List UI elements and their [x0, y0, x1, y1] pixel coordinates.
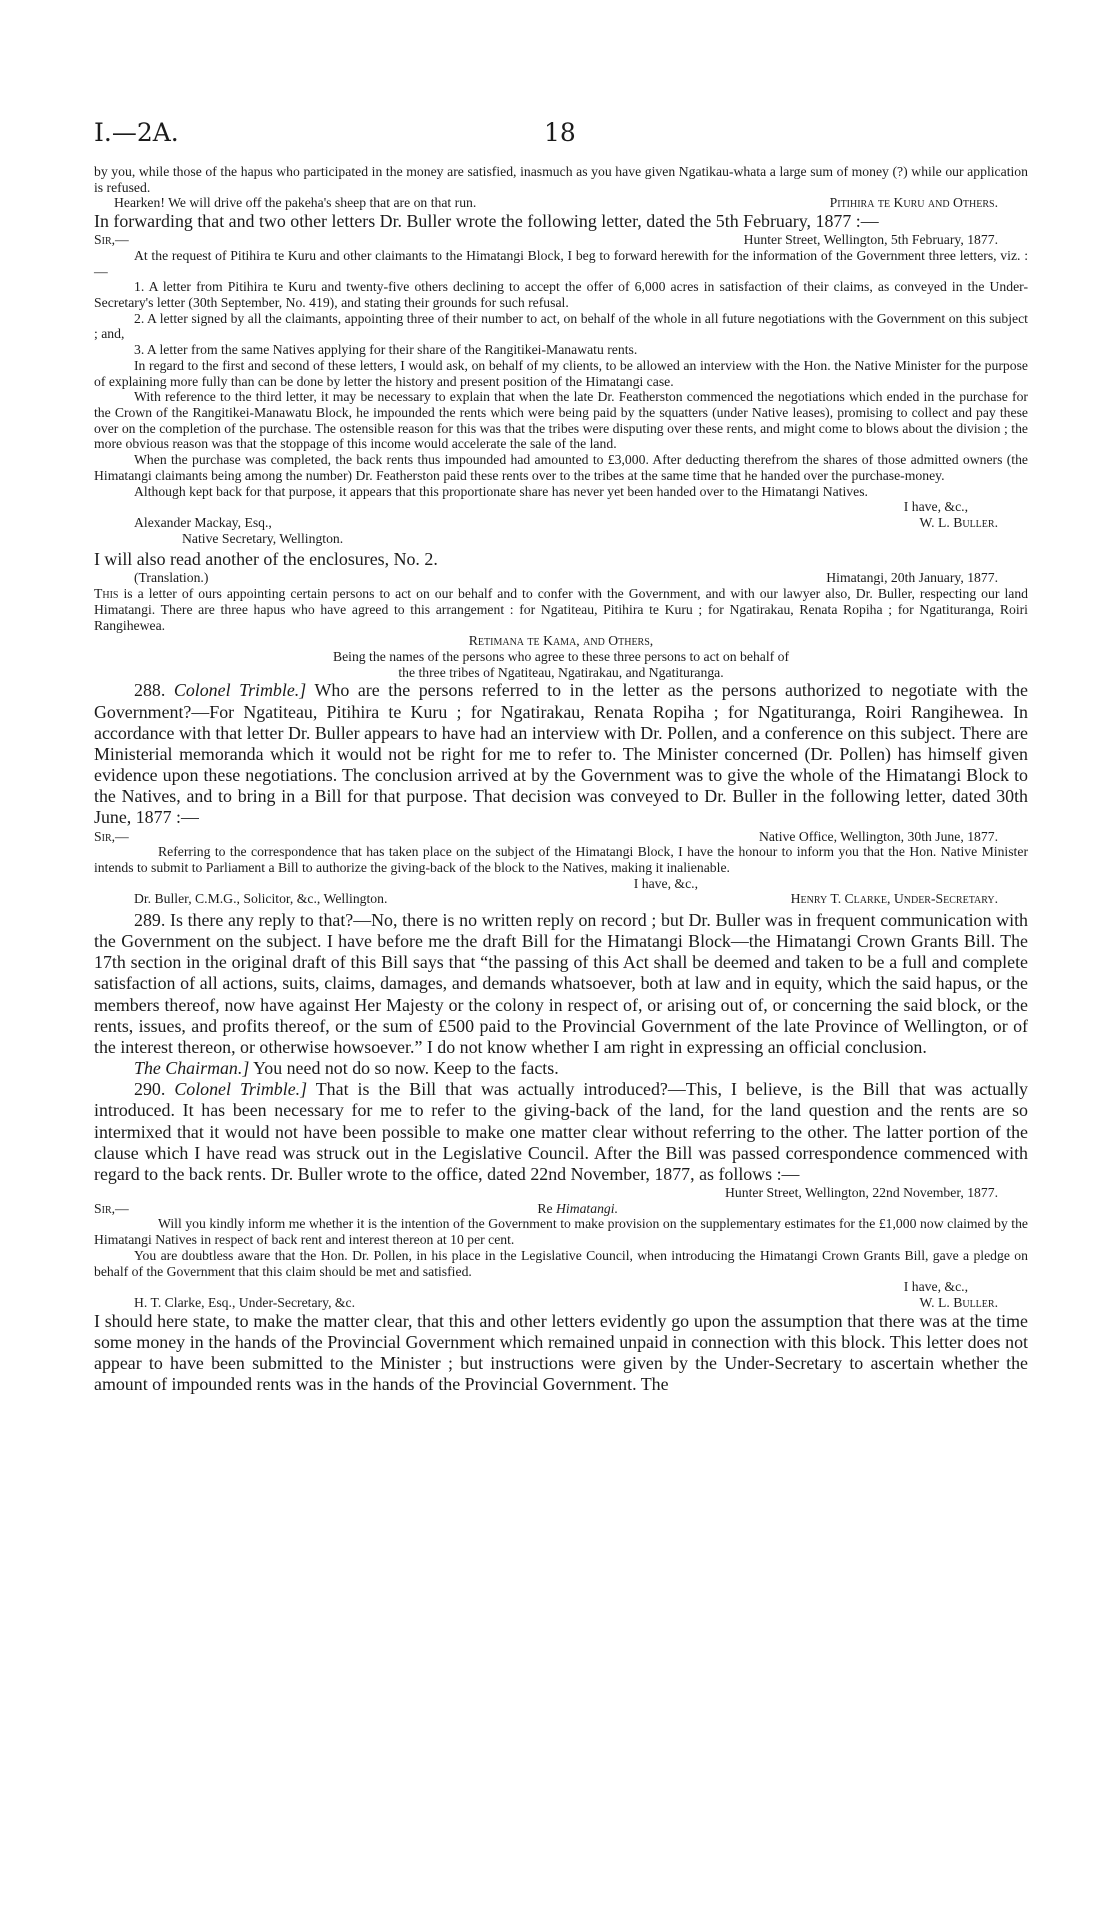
paragraph-read-another: I will also read another of the enclosures, No. 2.	[94, 549, 438, 570]
letter1-paragraph: With reference to the third letter, it may be necessary to explain that when the late Dr. Featherston commenced the negotiations which ended in the purchase for the Crown of the Rangitikei-Manawatu Block, he impounded the rents which were being paid by the squatters (under Native leases), promising to collect and pay these over on the completion of the purchase. The ostensible reason for this was that the tribes were disputing over these rents, and might come to blows about the division ; the more obvious reason was that the stoppage of this income would accelerate the sale of the land.	[94, 389, 1028, 452]
letter2-names-note: the three tribes of Ngatiteau, Ngatirakau, and Ngatituranga.	[398, 664, 724, 680]
page-number: 18	[544, 118, 576, 147]
letter4-closing-row	[94, 1279, 1028, 1295]
letter4-re: Re	[537, 1200, 553, 1216]
chairman-remark	[94, 1058, 1028, 1079]
chairman-text: You need not do so now. Keep to the facts.	[253, 1058, 559, 1079]
letter3-recipient: Dr. Buller, C.M.G., Solicitor, &c., Wellington.	[134, 891, 388, 907]
letter1-signature: W. L. Buller.	[919, 514, 998, 530]
letter2-translation-note: (Translation.)	[134, 570, 209, 586]
letter1-salutation: Sir,—	[94, 232, 129, 248]
letter1-paragraph: In regard to the first and second of these letters, I would ask, on behalf of my clients, to be allowed an interview with the Hon. the Native Minister for the purpose of explaining more fully than can be done by letter the history and present position of the Himatangi case.	[94, 357, 1028, 389]
letter3-heading	[94, 829, 1028, 845]
letter1-paragraph: Although kept back for that purpose, it appears that this proportionate share has never yet been handed over to the Himatangi Natives.	[134, 483, 868, 499]
letter2-heading	[94, 570, 1028, 586]
letter3-closing-row	[94, 876, 1028, 892]
letter4-salutation: Sir,—	[94, 1200, 129, 1216]
letter1-item: 3. A letter from the same Natives applying for their share of the Rangitikei-Manawatu rents.	[134, 342, 638, 358]
letter-closing-line	[94, 195, 1028, 211]
letter3-signature-row	[94, 891, 1028, 907]
question-290	[94, 1079, 1028, 1185]
letter4-paragraph: You are doubtless aware that the Hon. Dr. Pollen, in his place in the Legislative Council, when introducing the Himatangi Crown Grants Bill, gave a pledge on behalf of the Government that this claim should be met and satisfied.	[94, 1247, 1028, 1279]
question-number: 288.	[134, 680, 166, 701]
paragraph-final: I should here state, to make the matter clear, that this and other letters evidently go upon the assumption that there was at the time some money in the hands of the Provincial Government which remained unpaid in connection with this block. This letter does not appear to have been submitted to the Minister ; but instructions were given by the Under-Secretary to ascertain whether the amount of impounded rents was in the hands of the Provincial Government. The	[94, 1310, 1028, 1395]
letter2-lead-word: This	[94, 586, 119, 602]
letter2-signature: Retimana te Kama, and Others,	[468, 633, 654, 649]
letter1-heading	[94, 232, 1028, 248]
letter4-subject	[537, 1201, 1028, 1217]
letter1-recipient: Alexander Mackay, Esq.,	[134, 514, 272, 530]
letter2-body-text: is a letter of ours appointing certain persons to act on our behalf and to confer with the Government, and with our lawyer also, Dr. Buller, respecting our land Himatangi. There are three hapus who have agreed to this arrangement : for Ngatiteau, Pitihira te Kuru ; for Ngatirakau, Renata Ropiha ; for Ngatituranga, Roiri Rangihewea.	[94, 586, 1029, 633]
letter4-signature-row	[94, 1295, 1028, 1311]
letter1-paragraph: At the request of Pitihira te Kuru and other claimants to the Himatangi Block, I beg to forward herewith for the information of the Government three letters, viz. :—	[94, 247, 1028, 279]
letter4-signature: W. L. Buller.	[919, 1294, 998, 1310]
question-number: 290.	[134, 1079, 166, 1100]
question-289	[94, 910, 1028, 1058]
letter1-closing-row	[94, 499, 1028, 515]
paragraph-forwarding: In forwarding that and two other letters Dr. Buller wrote the following letter, dated the 5th February, 1877 :—	[94, 211, 879, 232]
letter4-re-subject: Himatangi.	[556, 1200, 618, 1216]
page-header	[94, 118, 1028, 152]
letter1-item: 1. A letter from Pitihira te Kuru and twenty-five others declining to accept the offer of 6,000 acres in satisfaction of their claims, as conveyed in the Under-Secretary's letter (30th September, No. 419), and stating their grounds for such refusal.	[94, 279, 1028, 311]
letter1-signature-row	[94, 515, 1028, 531]
letter3-salutation: Sir,—	[94, 828, 129, 844]
question-text: Who are the persons referred to in the letter as the persons authorized to negotiate with the Government?—For Ngatiteau, Pitihira te Kuru ; for Ngatirakau, Renata Ropiha ; for Ngatituranga, Roiri Rangihewea. In accordance with that letter Dr. Buller appears to have had an interview with Dr. Pollen, and a conference on this subject. There are Ministerial memoranda which it would not be right for me to refer to. The Minister concerned (Dr. Pollen) has himself given evidence upon these negotiations. The conclusion arrived at by the Government was to give the whole of the Himatangi Block to the Natives, and to bring in a Bill for that purpose. That decision was conveyed to Dr. Buller in the following letter, dated 30th June, 1877 :—	[94, 680, 1028, 828]
question-speaker: Colonel Trimble.]	[174, 1079, 308, 1100]
letter1-paragraph: When the purchase was completed, the back rents thus impounded had amounted to £3,000. After deducting therefrom the shares of those admitted owners (the Himatangi claimants being among the number) Dr. Featherston paid these rents over to the tribes at the same time that he handed over the purchase-money.	[94, 452, 1028, 483]
question-speaker: Colonel Trimble.]	[173, 680, 307, 701]
question-text: That is the Bill that was actually introduced?—This, I believe, is the Bill that was actually introduced. It has been necessary for me to refer to the giving-back of the land, for the land question and the rents are so intermixed that it would not have been possible to make one matter clear without referring to the other. The latter portion of the clause which I have read was struck out in the Legislative Council. After the Bill was passed correspondence commenced with regard to the back rents. Dr. Buller wrote to the office, dated 22nd November, 1877, as follows :—	[94, 1079, 1028, 1184]
letter2-address: Himatangi, 20th January, 1877.	[826, 570, 998, 586]
paragraph-continued: by you, while those of the hapus who participated in the money are satisfied, inasmuch as you have given Ngatikau-whata a large sum of money (?) while our application is refused.	[94, 164, 1028, 195]
letter4-closing: I have, &c.,	[903, 1279, 968, 1295]
question-number: 289.	[134, 910, 166, 931]
letter3-body: Referring to the correspondence that has taken place on the subject of the Himatangi Block, I have the honour to inform you that the Hon. Native Minister intends to submit to Parliament a Bill to authorize the giving-back of the block to the Natives, making it inalienable.	[94, 844, 1028, 875]
chairman-speaker: The Chairman.]	[134, 1058, 250, 1079]
question-288	[94, 680, 1028, 828]
letter1-address: Hunter Street, Wellington, 5th February, 1877.	[743, 232, 998, 248]
letter4-address: Hunter Street, Wellington, 22nd November, 1877.	[725, 1185, 998, 1201]
letter2-body	[94, 586, 1028, 633]
letter4-recipient: H. T. Clarke, Esq., Under-Secretary, &c.	[134, 1294, 356, 1310]
paragraph-hearken: Hearken! We will drive off the pakeha's sheep that are on that run.	[114, 195, 477, 211]
signature-pitihira: Pitihira te Kuru and Others.	[829, 195, 998, 211]
letter1-closing: I have, &c.,	[903, 499, 968, 515]
letter4-paragraph: Will you kindly inform me whether it is the intention of the Government to make provision on the supplementary estimates for the £1,000 now claimed by the Himatangi Natives in respect of back rent and interest thereon at 10 per cent.	[94, 1216, 1028, 1248]
letter2-names-note: Being the names of the persons who agree to these three persons to act on behalf of	[332, 649, 790, 664]
letter3-signature: Henry T. Clarke, Under-Secretary.	[790, 891, 998, 907]
letter3-address: Native Office, Wellington, 30th June, 1877.	[758, 828, 998, 844]
document-reference: I.—2A.	[94, 118, 179, 147]
question-text: Is there any reply to that?—No, there is no written reply on record ; but Dr. Buller was in frequent communication with the Government on the subject. I have before me the draft Bill for the Himatangi Block—the Himatangi Crown Grants Bill. The 17th section in the original draft of this Bill says that “the passing of this Act shall be deemed and taken to be a full and complete satisfaction of all actions, suits, claims, damages, and demands whatsoever, both at law and in equity, which the said hapus, or the members thereof, now have against Her Majesty or the colony in respect of, or arising out of, or concerning the said block, or the rents, issues, and profits thereof, or the sum of £500 paid to the Provincial Government of the late Province of Wellington, or of the interest thereon, or otherwise howsoever.” I do not know whether I am right in expressing an official conclusion.	[94, 910, 1028, 1057]
letter3-closing: I have, &c.,	[633, 875, 698, 891]
letter4-heading	[94, 1201, 1028, 1217]
document-body	[94, 164, 1028, 1395]
letter1-recipient-title: Native Secretary, Wellington.	[182, 530, 344, 546]
letter1-item: 2. A letter signed by all the claimants, appointing three of their number to act, on behalf of the whole in all future negotiations with the Government on this subject ; and,	[94, 310, 1028, 342]
